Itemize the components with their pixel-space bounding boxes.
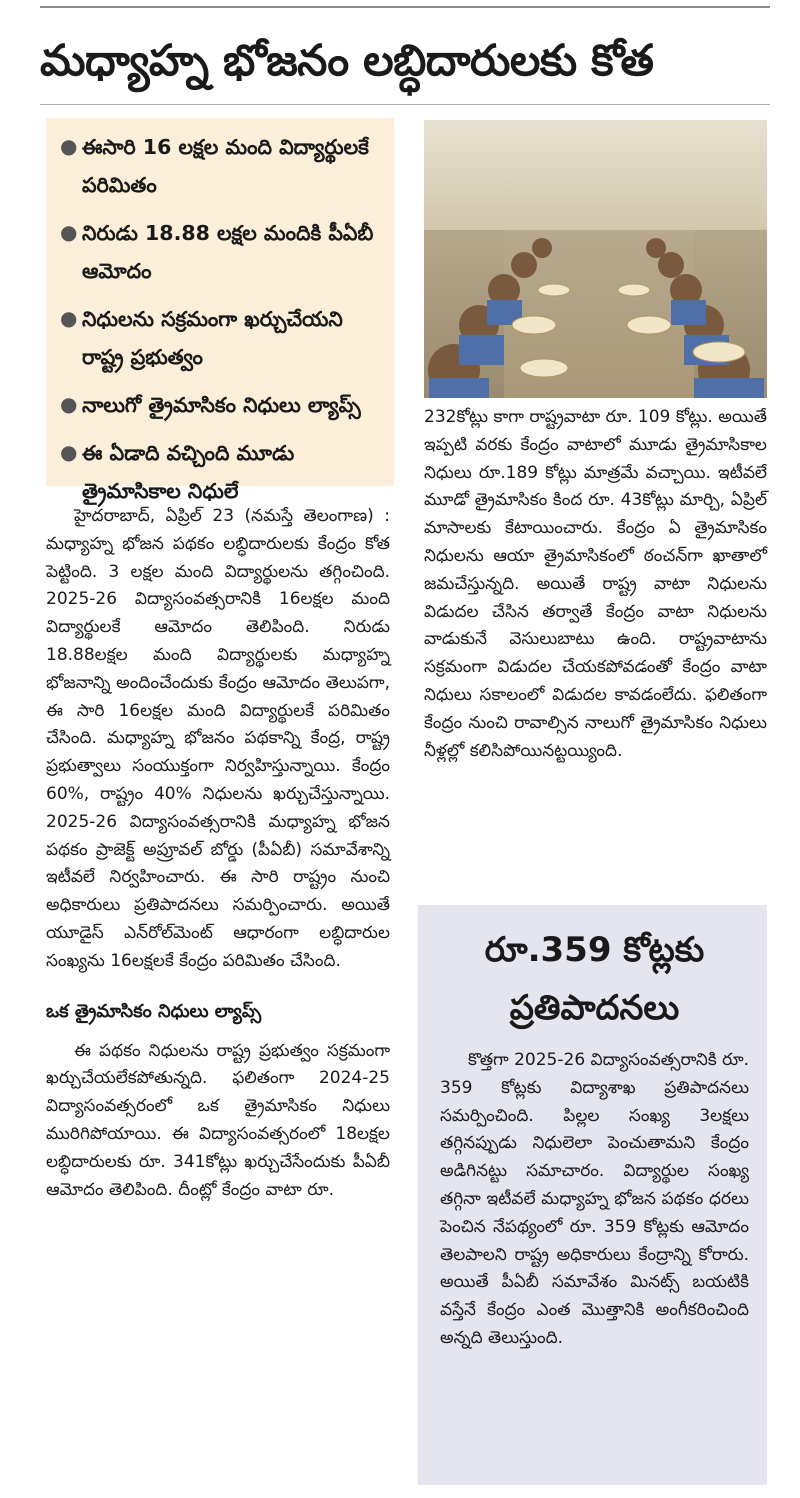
- bullet-icon: ●: [60, 306, 78, 330]
- bullet-icon: ●: [60, 440, 78, 464]
- highlight-text: నాలుగో త్రైమాసికం నిధులు ల్యాప్స్: [82, 393, 361, 417]
- headline: మధ్యాహ్న భోజనం లబ్ధిదారులకు కోత: [40, 36, 654, 86]
- bullet-icon: ●: [60, 392, 78, 416]
- sidebar-box: [418, 905, 767, 1485]
- highlight-item: [60, 434, 386, 510]
- article-paragraph: 232కోట్లు కాగా రాష్ట్రవాటా రూ. 109 కోట్లు. అయితే ఇప్పటి వరకు కేంద్రం వాటాలో మూడు త్రైమాసికాల నిధులు రూ.189 కోట్లు మాత్రమే వచ్చాయి. ఇటీవలే మూడో త్రైమాసికం కింద రూ. 43కోట్లు మార్చి, ఏప్రిల్ మాసాలకు కేటాయించారు. కేంద్రం ఏ త్రైమాసికం నిధులను ఆయా త్రైమాసికంలో ఠంచన్‌గా ఖాతాలో జమచేస్తున్నది. అయితే రాష్ట్ర వాటా నిధులను విడుదల చేసిన తర్వాతే కేంద్రం వాటా నిధులను వాడుకునే వెసులుబాటు ఉంది. రాష్ట్రవాటాను సక్రమంగా విడుదల చేయకపోవడంతో కేంద్రం వాటా నిధులు సకాలంలో విడుదల కావడంలేదు. ఫలితంగా కేంద్రం నుంచి రావాల్సిన నాలుగో త్రైమాసికం నిధులు నీళ్లల్లో కలిసిపోయినట్టయ్యింది.: [424, 407, 767, 761]
- bullet-icon: ●: [60, 134, 78, 158]
- box-title: రూ.359 కోట్లకు ప్రతిపాదనలు: [484, 930, 705, 1028]
- article-paragraph: ఈ పథకం నిధులను రాష్ట్ర ప్రభుత్వం సక్రమంగా ఖర్చుచేయలేకపోతున్నది. ఫలితంగా 2024-25 విద్యాసంవత్సరంలో ఒక త్రైమాసికం నిధులు మురిగిపోయాయి. ఈ విద్యాసంవత్సరంలో 18లక్షల లబ్ధిదారులకు రూ. 341కోట్లు ఖర్చుచేసేందుకు పీఏబీ ఆమోదం తెలిపింది. దీంట్లో కేంద్రం వాటా రూ.: [46, 1040, 390, 1200]
- box-paragraph: కొత్తగా 2025-26 విద్యాసంవత్సరానికి రూ. 359 కోట్లకు విద్యాశాఖ ప్రతిపాదనలు సమర్పించింది. పిల్లల సంఖ్య 3లక్షలు తగ్గినప్పుడు నిధులెలా పెంచుతామని కేంద్రం అడిగినట్టు సమాచారం. విద్యార్థుల సంఖ్య తగ్గినా ఇటీవలే మధ్యాహ్న భోజన పథకం ధరలు పెంచిన నేపథ్యంలో రూ. 359 కోట్లకు ఆమోదం తెలపాలని రాష్ట్ర అధికారులు కేంద్రాన్ని కోరారు. అయితే పీఏబీ సమావేశం మినట్స్ బయటికి వస్తేనే కేంద్రం ఎంత మొత్తానికి అంగీకరించింది అన్నది తెలుస్తుంది.: [440, 1050, 749, 1348]
- highlights-box: [46, 118, 394, 503]
- highlight-text: ఈ ఏడాది వచ్చింది మూడు త్రైమాసికాల నిధులే: [82, 441, 295, 503]
- left-column: [46, 503, 390, 1204]
- highlight-text: నిధులను సక్రమంగా ఖర్చుచేయని రాష్ట్ర ప్రభుత్వం: [82, 307, 343, 369]
- subheading: ఒక త్రైమాసికం నిధులు ల్యాప్స్: [46, 1000, 262, 1022]
- top-rule: [40, 6, 770, 8]
- right-column: [424, 404, 767, 765]
- headline-rule: [40, 104, 770, 105]
- children-eating-photo: [424, 120, 767, 398]
- highlight-item: [60, 300, 386, 376]
- article-paragraph: హైదరాబాద్, ఏప్రిల్ 23 (నమస్తే తెలంగాణ) : మధ్యాహ్న భోజన పథకం లబ్ధిదారులకు కేంద్రం కోత పెట్టింది. 3 లక్షల మంది విద్యార్థులను తగ్గించింది. 2025-26 విద్యాసంవత్సరానికి 16లక్షల మంది విద్యార్థులకే ఆమోదం తెలిపింది. నిరుడు 18.88లక్షల మంది విద్యార్థులకు మధ్యాహ్న భోజనాన్ని అందించేందుకు కేంద్రం ఆమోదం తెలుపగా, ఈ సారి 16లక్షల మంది విద్యార్థులకే పరిమితం చేసింది. మధ్యాహ్న భోజనం పథకాన్ని కేంద్ర, రాష్ట్ర ప్రభుత్వాలు సంయుక్తంగా నిర్వహిస్తున్నాయి. కేంద్రం 60%, రాష్ట్రం 40% నిధులను ఖర్చుచేస్తున్నాయి. 2025-26 విద్యాసంవత్సరానికి మధ్యాహ్న భోజన పథకం ప్రాజెక్ట్ అప్రూవల్ బోర్డు (పీఏబీ) సమావేశాన్ని ఇటీవలే నిర్వహించారు. ఈ సారి రాష్ట్రం నుంచి అధికారులు ప్రతిపాదనలు సమర్పించారు. అయితే యూడైస్ ఎన్‌రోల్‌మెంట్ ఆధారంగా లబ్ధిదారుల సంఖ్యను 16లక్షలకే కేంద్రం పరిమితం చేసింది.: [46, 506, 390, 971]
- highlight-text: నిరుడు 18.88 లక్షల మందికి పీఏబీ ఆమోదం: [82, 221, 374, 283]
- bullet-icon: ●: [60, 220, 78, 244]
- highlight-item: [60, 128, 386, 204]
- photo-figures: [424, 120, 767, 398]
- highlight-text: ఈసారి 16 లక్షల మంది విద్యార్థులకే పరిమితం: [82, 135, 369, 197]
- highlight-item: [60, 386, 386, 424]
- highlight-item: [60, 214, 386, 290]
